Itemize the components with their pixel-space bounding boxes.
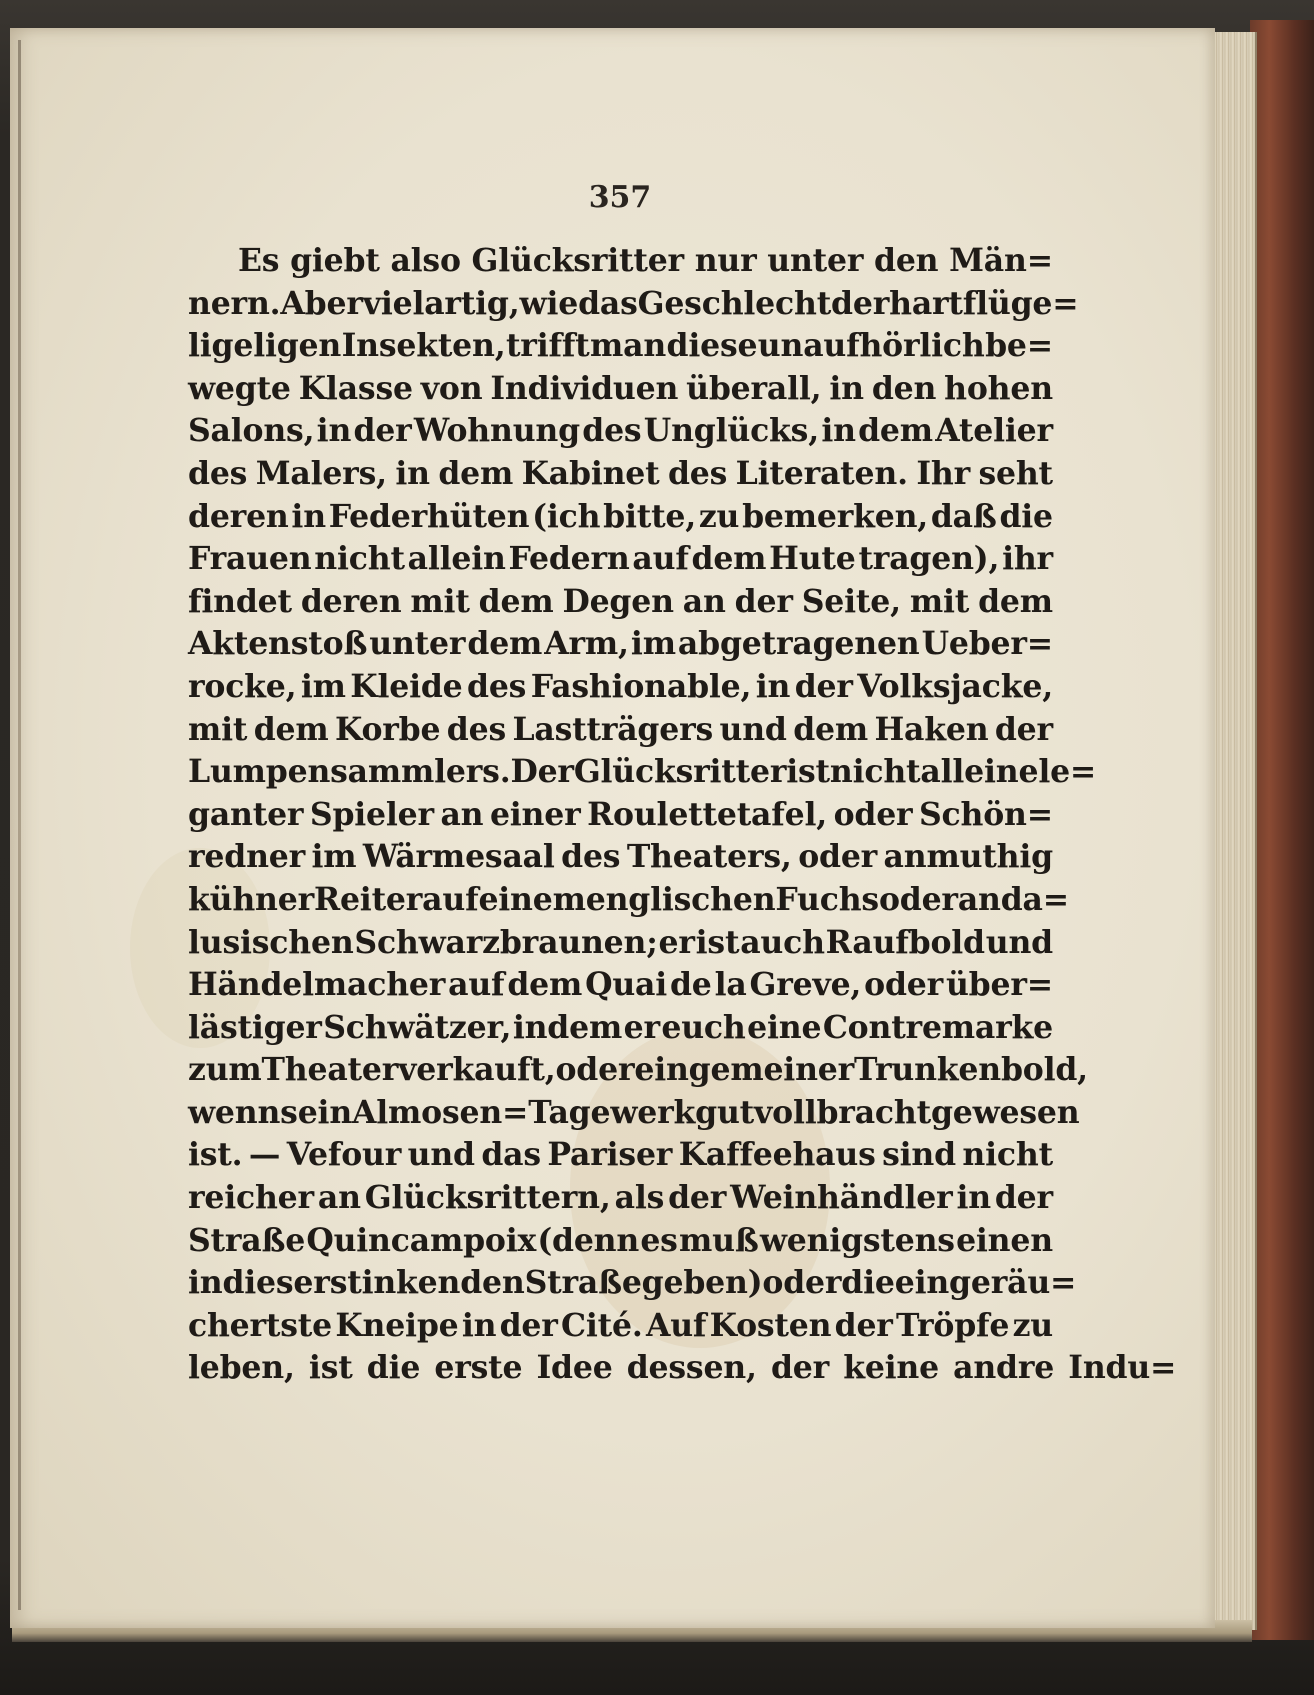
- text-line: deren in Federhüten (ich bitte, zu bemerken, daß die: [188, 497, 1053, 535]
- text-line: des Malers, in dem Kabinet des Literaten. Ihr seht: [188, 454, 1053, 492]
- text-line: Salons, in der Wohnung des Unglücks, in dem Atelier: [188, 412, 1053, 450]
- text-line: reicher an Glücksrittern, als der Weinhändler in der: [188, 1179, 1053, 1217]
- text-line: zum Theater verkauft, oder ein gemeiner Trunkenbold,: [188, 1051, 1088, 1089]
- text-line: in dieser stinkenden Straße geben) oder die eingeräu=: [188, 1264, 1077, 1302]
- text-line: lästiger Schwätzer, indem er euch eine Contremarke: [188, 1008, 1053, 1046]
- text-line: rocke, im Kleide des Fashionable, in der Volksjacke,: [188, 667, 1053, 705]
- text-line: nern. Aber vielartig, wie das Geschlecht der hartflüge=: [188, 284, 1079, 322]
- page-gutter: [18, 40, 21, 1610]
- text-line: redner im Wärmesaal des Theaters, oder anmuthig: [188, 838, 1053, 876]
- text-line: Lumpensammlers. Der Glücksritter ist nicht allein ele=: [188, 753, 1097, 791]
- text-line: mit dem Korbe des Lastträgers und dem Haken der: [188, 710, 1053, 748]
- text-line: Frauen nicht allein Federn auf dem Hute tragen), ihr: [188, 540, 1053, 578]
- text-line: Händelmacher auf dem Quai de la Greve, oder über=: [188, 966, 1053, 1004]
- text-line: ligeligen Insekten, trifft man diese unaufhörlich be=: [188, 327, 1053, 365]
- text-line: wegte Klasse von Individuen überall, in den hohen: [188, 369, 1053, 407]
- text-line: findet deren mit dem Degen an der Seite, mit dem: [188, 582, 1053, 620]
- text-line: Straße Quincampoix (denn es muß wenigstens einen: [188, 1221, 1053, 1259]
- text-line: lusischen Schwarzbraunen; er ist auch Raufbold und: [188, 923, 1053, 961]
- page-number: 357: [588, 180, 652, 215]
- text-line: wenn sein Almosen=Tagewerk gut vollbracht gewesen: [188, 1093, 1080, 1131]
- text-line: leben, ist die erste Idee dessen, der keine andre Indu=: [188, 1349, 1177, 1387]
- book-cover-edge: [1250, 20, 1314, 1640]
- body-text: [188, 240, 1177, 1390]
- text-line: ganter Spieler an einer Roulettetafel, oder Schön=: [188, 795, 1053, 833]
- text-line: kühner Reiter auf einem englischen Fuchs oder anda=: [188, 880, 1069, 918]
- text-line: ist. — Vefour und das Pariser Kaffeehaus sind nicht: [188, 1136, 1053, 1174]
- text-line: Aktenstoß unter dem Arm, im abgetragenen Ueber=: [188, 625, 1053, 663]
- text-line: Es giebt also Glücksritter nur unter den Män=: [238, 242, 1053, 279]
- text-line: chertste Kneipe in der Cité. Auf Kosten der Tröpfe zu: [188, 1306, 1053, 1344]
